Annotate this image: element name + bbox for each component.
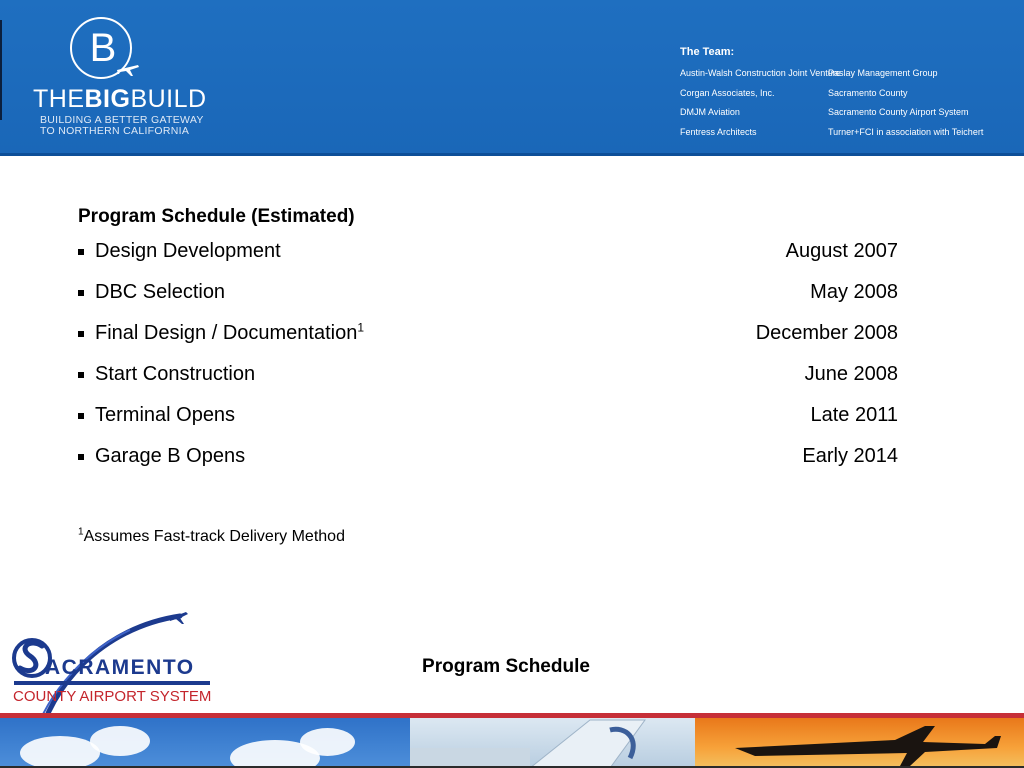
team-member: Austin-Walsh Construction Joint Venture (680, 68, 841, 78)
schedule-section (78, 203, 898, 477)
logo-tagline (40, 115, 204, 137)
footer-photo-strip (0, 718, 1024, 768)
terminal-jet-photo (410, 718, 695, 768)
schedule-item (78, 272, 898, 313)
team-member: Turner+FCI in association with Teichert (828, 126, 984, 137)
sunset-airplane-photo (695, 718, 1024, 768)
schedule-item (78, 231, 898, 272)
airplane-icon (116, 61, 140, 77)
schedule-heading: Program Schedule (Estimated) (78, 206, 355, 227)
logo-word-big: BIG (84, 85, 131, 113)
schedule-item-date: June 2008 (804, 363, 898, 385)
banner-bottom-stripe (0, 153, 1024, 156)
schedule-item (78, 436, 898, 477)
footnote-marker: 1 (357, 320, 365, 335)
sky-photo (0, 718, 410, 768)
square-bullet-icon (78, 372, 84, 378)
schedule-item-date: Late 2011 (810, 404, 898, 426)
team-member: Fentress Architects (680, 126, 757, 137)
team-column-1 (680, 64, 841, 142)
header-banner (0, 0, 1024, 153)
schedule-item-label: Garage B Opens (95, 445, 246, 467)
schedule-item-date: August 2007 (785, 240, 898, 262)
logo-letter: B (89, 26, 117, 70)
footnote-text: Assumes Fast-track Delivery Method (83, 528, 345, 545)
airplane-silhouette-icon (695, 718, 1024, 768)
tagline-line-2: TO NORTHERN CALIFORNIA (40, 125, 190, 137)
schedule-item-label: Design Development (95, 240, 281, 262)
square-bullet-icon (78, 331, 84, 337)
schedule-item-label: Final Design / Documentation$^1$ (95, 320, 365, 344)
footnote-marker: 1 (78, 526, 84, 538)
schedule-item-label: Terminal Opens (95, 404, 236, 426)
schedule-list (78, 231, 898, 477)
team-list (680, 46, 983, 142)
schedule-item-label: Start Construction (95, 363, 256, 385)
schedule-item (78, 313, 898, 354)
county-airport-system-text: COUNTY AIRPORT SYSTEM (13, 688, 212, 705)
schedule-item-date: Early 2014 (802, 445, 898, 467)
square-bullet-icon (78, 249, 84, 255)
schedule-item (78, 395, 898, 436)
slide-title: Program Schedule (422, 656, 590, 677)
logo-wordmark (33, 85, 207, 114)
team-member: Corgan Associates, Inc. (680, 87, 775, 98)
the-big-build-logo (30, 15, 210, 145)
team-member: Sacramento County Airport System (828, 107, 969, 117)
jet-tail-icon (410, 718, 695, 768)
team-column-2 (828, 64, 983, 142)
square-bullet-icon (78, 290, 84, 296)
schedule-item-date: December 2008 (755, 322, 898, 344)
schedule-item-date: May 2008 (810, 281, 898, 303)
tagline-line-1: BUILDING A BETTER GATEWAY (40, 114, 204, 126)
sacramento-wordmark: ACRAMENTO (45, 656, 195, 679)
team-member: DMJM Aviation (680, 107, 740, 117)
square-bullet-icon (78, 454, 84, 460)
team-title: The Team: (680, 46, 735, 58)
logo-word-the: THE (33, 85, 85, 113)
county-logo-rule (14, 681, 210, 685)
left-edge-bar (0, 20, 2, 120)
schedule-item-label: DBC Selection (95, 281, 226, 303)
schedule-footnote (78, 528, 345, 546)
team-member: Sacramento County (828, 87, 908, 98)
square-bullet-icon (78, 413, 84, 419)
logo-word-build: BUILD (130, 85, 207, 113)
schedule-item (78, 354, 898, 395)
team-member: Paslay Management Group (828, 68, 938, 78)
